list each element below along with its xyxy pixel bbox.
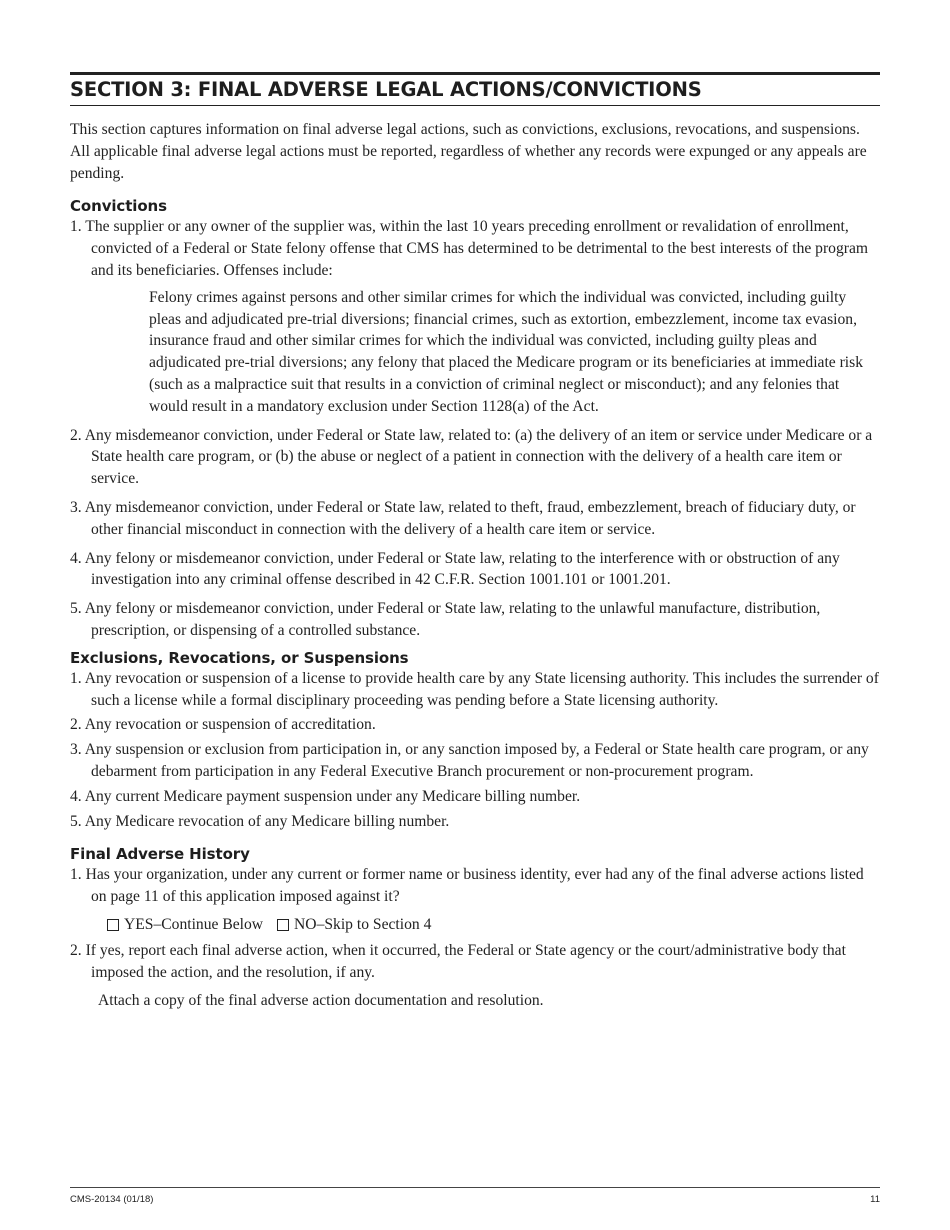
attach-instruction: Attach a copy of the final adverse action documentation and resolution. — [98, 992, 544, 1010]
conviction-item-3: 3. Any misdemeanor conviction, under Federal or State law, related to theft, fraud, embezzlement, breach of fiduciary duty, or other financial misconduct in connection with the delivery of a health care item or service. — [70, 498, 856, 538]
convictions-list — [70, 216, 880, 641]
conviction-item-5: 5. Any felony or misdemeanor conviction, under Federal or State law, relating to the unlawful manufacture, distribution, prescription, or dispensing of a controlled substance. — [70, 600, 821, 639]
history-question-1: 1. Has your organization, under any current or former name or business identity, ever had any of the final adverse actions listed on page 11 of this application imposed against it? — [70, 866, 864, 906]
history-list-2 — [70, 940, 880, 984]
conviction-item-1 — [70, 216, 880, 417]
conviction-item-4: 4. Any felony or misdemeanor conviction, under Federal or State law, relating to the interference with or obstruction of any investigation into any criminal offense described in 42 C.F.R. Section 1001.101 or 1001.201. — [70, 549, 840, 589]
exclusion-item-1: 1. Any revocation or suspension of a license to provide health care by any State licensing authority. This includes the surrender of such a license while a formal disciplinary proceeding was pending before a State licensing authority. — [70, 669, 879, 709]
no-option[interactable] — [277, 914, 431, 936]
conviction-item-2: 2. Any misdemeanor conviction, under Federal or State law, related to: (a) the delivery of an item or service under Medicare or a State health care program, or (b) the abuse or neglect of a patient in connection with the delivery of a health care item or service. — [70, 426, 873, 488]
section-title-rule — [70, 105, 880, 106]
yes-label: YES–Continue Below — [124, 915, 264, 933]
offenses-description: Felony crimes against persons and other similar crimes for which the individual was convicted, including guilty pleas and adjudicated pre-trial diversions; financial crimes, such as extortion, embezzlement, income tax evasion, insurance fraud and other similar crimes for which the individual was convicted, including guilty pleas and adjudicated pre-trial diversions; any felony that placed the Medicare program or its beneficiaries at immediate risk (such as a malpractice suit that results in a conviction of criminal neglect or misconduct); and any felonies that would result in a mandatory exclusion under Section 1128(a) of the Act. — [149, 288, 864, 415]
exclusion-item-5: 5. Any Medicare revocation of any Medicare billing number. — [70, 812, 450, 830]
exclusion-item-4: 4. Any current Medicare payment suspension under any Medicare billing number. — [70, 787, 581, 805]
page-footer — [70, 1187, 880, 1205]
conviction-item-1-text: 1. The supplier or any owner of the supplier was, within the last 10 years preceding enrollment or revalidation of enrollment, convicted of a Federal or State felony offense that CMS has determined to be detrimental to the best interests of the program and its beneficiaries. Offenses include: — [70, 218, 869, 279]
convictions-heading: Convictions — [70, 197, 167, 216]
section-title: SECTION 3: FINAL ADVERSE LEGAL ACTIONS/CONVICTIONS — [70, 78, 702, 101]
yes-no-checkboxes — [107, 914, 880, 936]
no-checkbox[interactable] — [277, 919, 289, 931]
page-number: 11 — [870, 1194, 880, 1205]
document-page — [70, 72, 880, 1012]
exclusion-item-2: 2. Any revocation or suspension of accreditation. — [70, 716, 376, 734]
no-label: NO–Skip to Section 4 — [294, 915, 432, 933]
exclusion-item-3: 3. Any suspension or exclusion from participation in, or any sanction imposed by, a Federal or State health care program, or any debarment from participation in any Federal Executive Branch procurement or non-procurement program. — [70, 741, 869, 780]
yes-checkbox[interactable] — [107, 919, 119, 931]
history-question-2: 2. If yes, report each final adverse action, when it occurred, the Federal or State agency or the court/administrative body that imposed the action, and the resolution, if any. — [70, 941, 846, 981]
exclusions-heading: Exclusions, Revocations, or Suspensions — [70, 648, 409, 667]
yes-option[interactable] — [107, 914, 263, 936]
form-id: CMS-20134 (01/18) — [70, 1194, 154, 1205]
exclusions-list — [70, 668, 880, 833]
history-heading: Final Adverse History — [70, 845, 250, 864]
section-intro: This section captures information on final adverse legal actions, such as convictions, exclusions, revocations, and suspensions. All applicable final adverse legal actions must be reported, regardless of whether any records were expunged or any appeals are pending. — [70, 121, 867, 182]
history-list — [70, 864, 880, 908]
